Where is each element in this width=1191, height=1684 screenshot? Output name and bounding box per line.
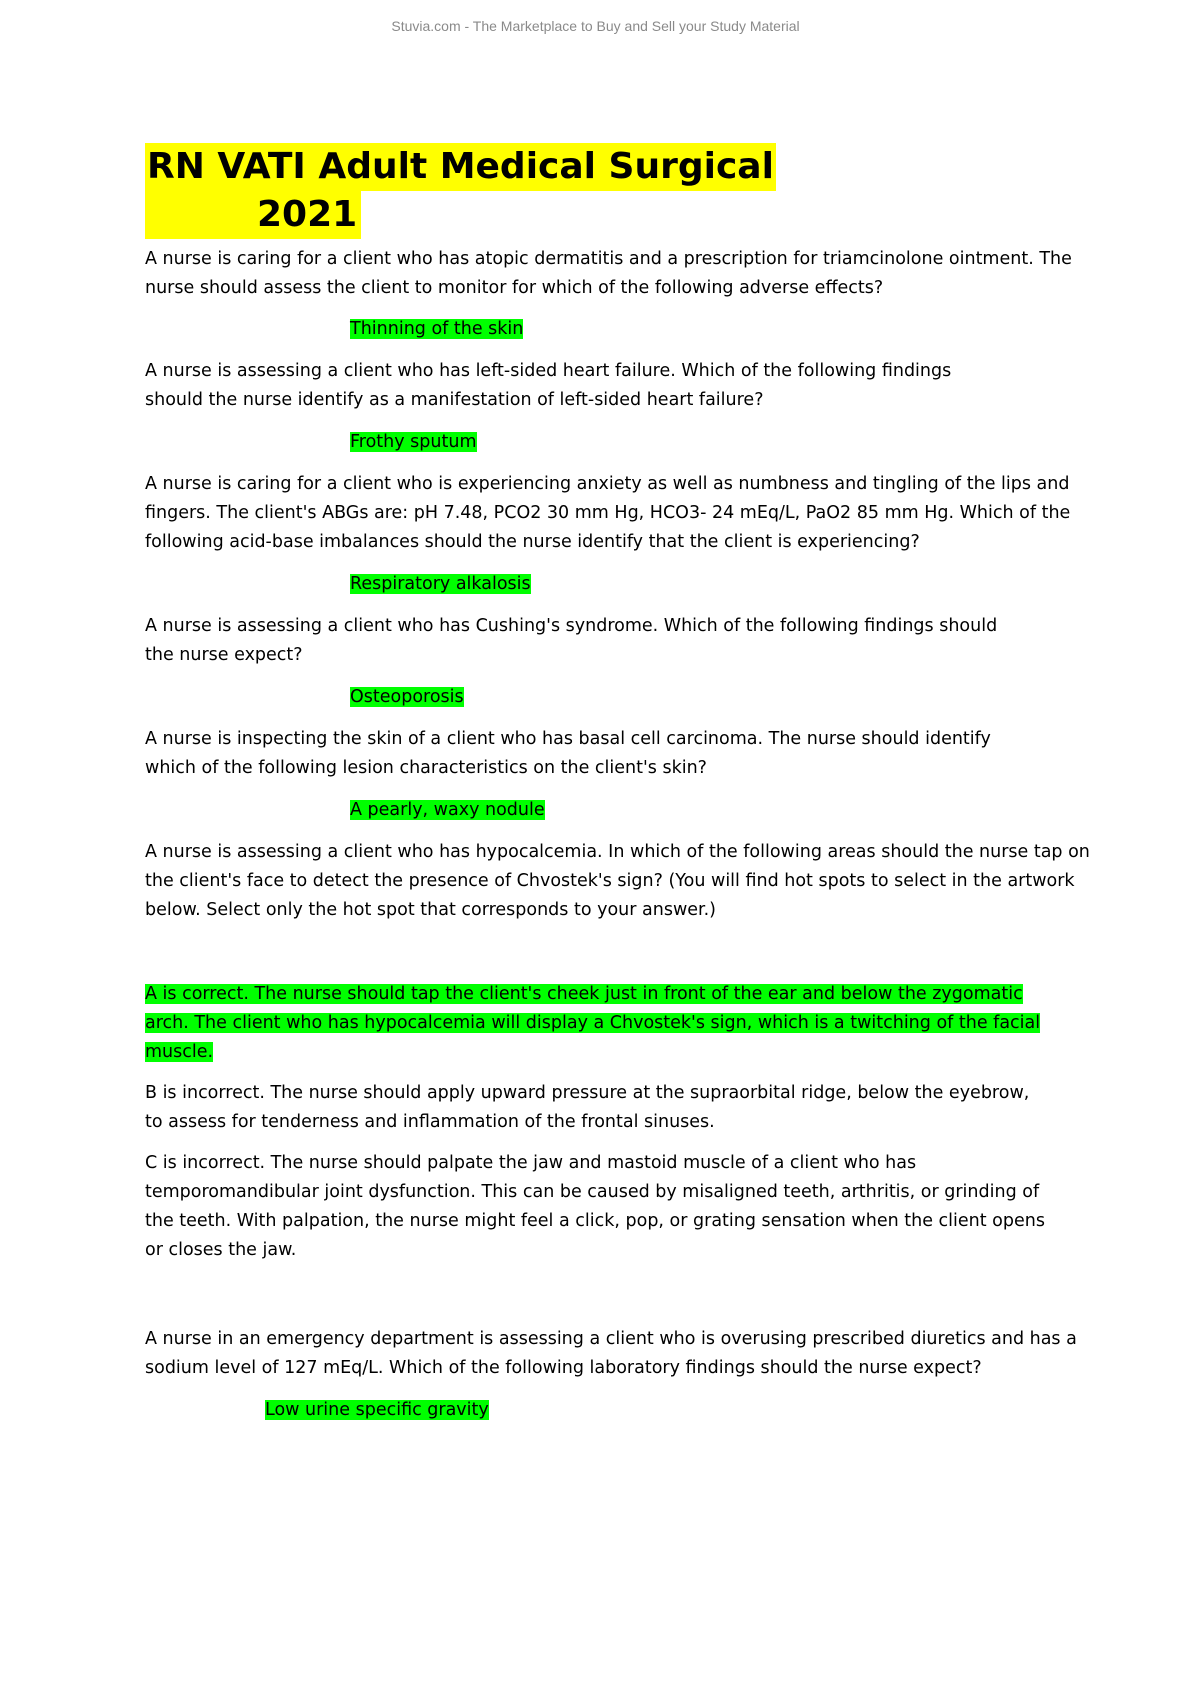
question-last: A nurse in an emergency department is assessing a client who is overusing prescribed diuretics and has a sodium level of 127 mEq/L. Which of the following laboratory findings should the nurse expect? <box>145 1329 1077 1378</box>
answer-row-5 <box>145 796 1095 825</box>
answer-3: Respiratory alkalosis <box>350 574 531 594</box>
question-3: A nurse is caring for a client who is experiencing anxiety as well as numbness and tingling of the lips and fingers. The client's ABGs are: pH 7.48, PCO2 30 mm Hg, HCO3- 24 mEq/L, PaO2 85 mm Hg. Which of the following acid-base imbalances should the nurse identify that the client is experiencing? <box>145 474 1071 552</box>
title-line-2: 2021 <box>145 191 361 239</box>
answer-row-last <box>145 1396 1095 1425</box>
answer-5: A pearly, waxy nodule <box>350 800 545 820</box>
question-4: A nurse is assessing a client who has Cushing's syndrome. Which of the following findings should the nurse expect? <box>145 616 998 665</box>
document-body <box>145 143 1095 1425</box>
answer-2: Frothy sputum <box>350 432 477 452</box>
document-title-year <box>145 191 1095 239</box>
answer-correct-a: A is correct. The nurse should tap the client's cheek just in front of the ear and below the zygomatic arch. The client who has hypocalcemia will display a Chvostek's sign, which is a twitching of the facial muscle. <box>145 984 1041 1062</box>
answer-row-2 <box>145 428 1095 457</box>
answer-row-4 <box>145 683 1095 712</box>
title-line-1: RN VATI Adult Medical Surgical <box>145 143 776 191</box>
question-1: A nurse is caring for a client who has atopic dermatitis and a prescription for triamcinolone ointment. The nurse should assess the client to monitor for which of the following adverse effects? <box>145 249 1072 298</box>
question-2: A nurse is assessing a client who has left-sided heart failure. Which of the following findings should the nurse identify as a manifestation of left-sided heart failure? <box>145 361 952 410</box>
answer-4: Osteoporosis <box>350 687 464 707</box>
watermark-text: Stuvia.com - The Marketplace to Buy and Sell your Study Material <box>391 18 800 34</box>
answer-1: Thinning of the skin <box>350 319 524 339</box>
answer-row-3 <box>145 570 1095 599</box>
answer-explanation-a <box>145 980 1055 1067</box>
document-title <box>145 143 1095 191</box>
answer-row-1 <box>145 315 1095 344</box>
question-chvostek: A nurse is assessing a client who has hypocalcemia. In which of the following areas should the nurse tap on the client's face to detect the presence of Chvostek's sign? (You will find hot spots to select in the artwork below. Select only the hot spot that corresponds to your answer.) <box>145 842 1090 920</box>
explanation-c: C is incorrect. The nurse should palpate the jaw and mastoid muscle of a client who has temporomandibular joint dysfunction. This can be caused by misaligned teeth, arthritis, or grinding of the teeth. With palpation, the nurse might feel a click, pop, or grating sensation when the client opens or closes the jaw. <box>145 1153 1045 1260</box>
explanation-b: B is incorrect. The nurse should apply upward pressure at the supraorbital ridge, below the eyebrow, to assess for tenderness and inflammation of the frontal sinuses. <box>145 1083 1030 1132</box>
question-5: A nurse is inspecting the skin of a client who has basal cell carcinoma. The nurse should identify which of the following lesion characteristics on the client's skin? <box>145 729 991 778</box>
answer-last: Low urine specific gravity <box>265 1400 489 1420</box>
